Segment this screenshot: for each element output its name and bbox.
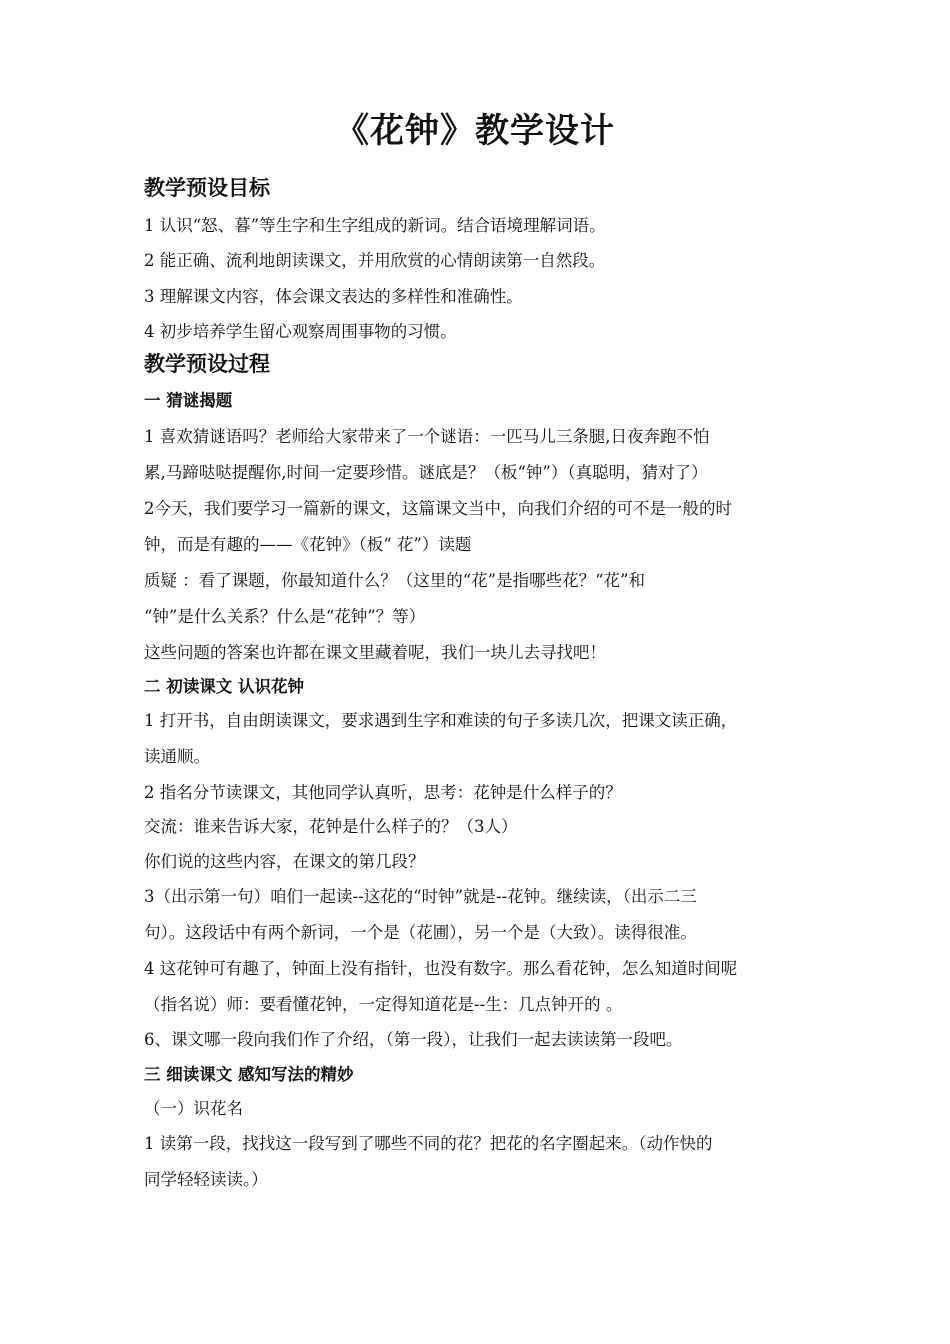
section-1-line: “钟”是什么关系？什么是“花钟”？等）: [144, 607, 426, 626]
section-2-line: 你们说的这些内容，在课文的第几段？: [144, 852, 425, 871]
document-title: 《花钟》教学设计: [335, 111, 615, 151]
section-1-line: 1 喜欢猜谜语吗？老师给大家带来了一个谜语：一匹马儿三条腿,日夜奔跑不怕: [144, 427, 710, 446]
goal-item: 2 能正确、流利地朗读课文，并用欣赏的心情朗读第一自然段。: [144, 251, 606, 270]
goal-item: 3 理解课文内容，体会课文表达的多样性和准确性。: [144, 287, 523, 306]
section-1-line: 2今天，我们要学习一篇新的课文，这篇课文当中，向我们介绍的可不是一般的时: [144, 499, 732, 518]
section-3-line: 1 读第一段，找找这一段写到了哪些不同的花？把花的名字圈起来。（动作快的: [144, 1134, 713, 1153]
section-1-line: 累,马蹄哒哒提醒你,时间一定要珍惜。谜底是？（板“钟”）（真聪明，猜对了）: [144, 463, 708, 482]
goals-heading: 教学预设目标: [144, 176, 270, 200]
section-2-line: （指名说）师：要看懂花钟，一定得知道花是--生：几点钟开的 。: [144, 995, 623, 1014]
section-2-line: 3（出示第一句）咱们一起读--这花的“时钟”就是--花钟。继续读，（出示二三: [144, 887, 697, 906]
section-2-line: 读通顺。: [144, 747, 210, 766]
section-1-line: 这些问题的答案也许都在课文里藏着呢，我们一块儿去寻找吧！: [144, 643, 606, 662]
section-2-line: 句）。这段话中有两个新词，一个是（花圃），另一个是（大致）。读得很准。: [144, 923, 697, 942]
section-1-line: 质疑 ：看了课题，你最知道什么？（这里的“花”是指哪些花？“花”和: [144, 571, 645, 590]
section-3-line: （一）识花名: [144, 1099, 243, 1118]
section-2-line: 交流：谁来告诉大家，花钟是什么样子的？（3人）: [144, 817, 518, 836]
section-2-line: 6、课文哪一段向我们作了介绍，（第一段），让我们一起去读读第一段吧。: [144, 1030, 683, 1049]
section-2-line: 4 这花钟可有趣了，钟面上没有指针，也没有数字。那么看花钟，怎么知道时间呢: [144, 959, 738, 978]
process-heading: 教学预设过程: [144, 352, 270, 376]
section-2-heading: 二 初读课文 认识花钟: [144, 677, 304, 696]
section-2-line: 2 指名分节读课文，其他同学认真听，思考：花钟是什么样子的？: [144, 783, 622, 802]
section-1-heading: 一 猜谜揭题: [144, 391, 233, 410]
goal-item: 1 认识“怒、暮”等生字和生字组成的新词。结合语境理解词语。: [144, 216, 606, 235]
section-1-line: 钟，而是有趣的——《花钟》（板“ 花”）读题: [144, 535, 472, 554]
section-2-line: 1 打开书，自由朗读课文，要求遇到生字和难读的句子多读几次，把课文读正确，: [144, 711, 738, 730]
section-3-line: 同学轻轻读读。）: [144, 1170, 268, 1189]
goal-item: 4 初步培养学生留心观察周围事物的习惯。: [144, 322, 457, 341]
section-3-heading: 三 细读课文 感知写法的精妙: [144, 1065, 354, 1084]
